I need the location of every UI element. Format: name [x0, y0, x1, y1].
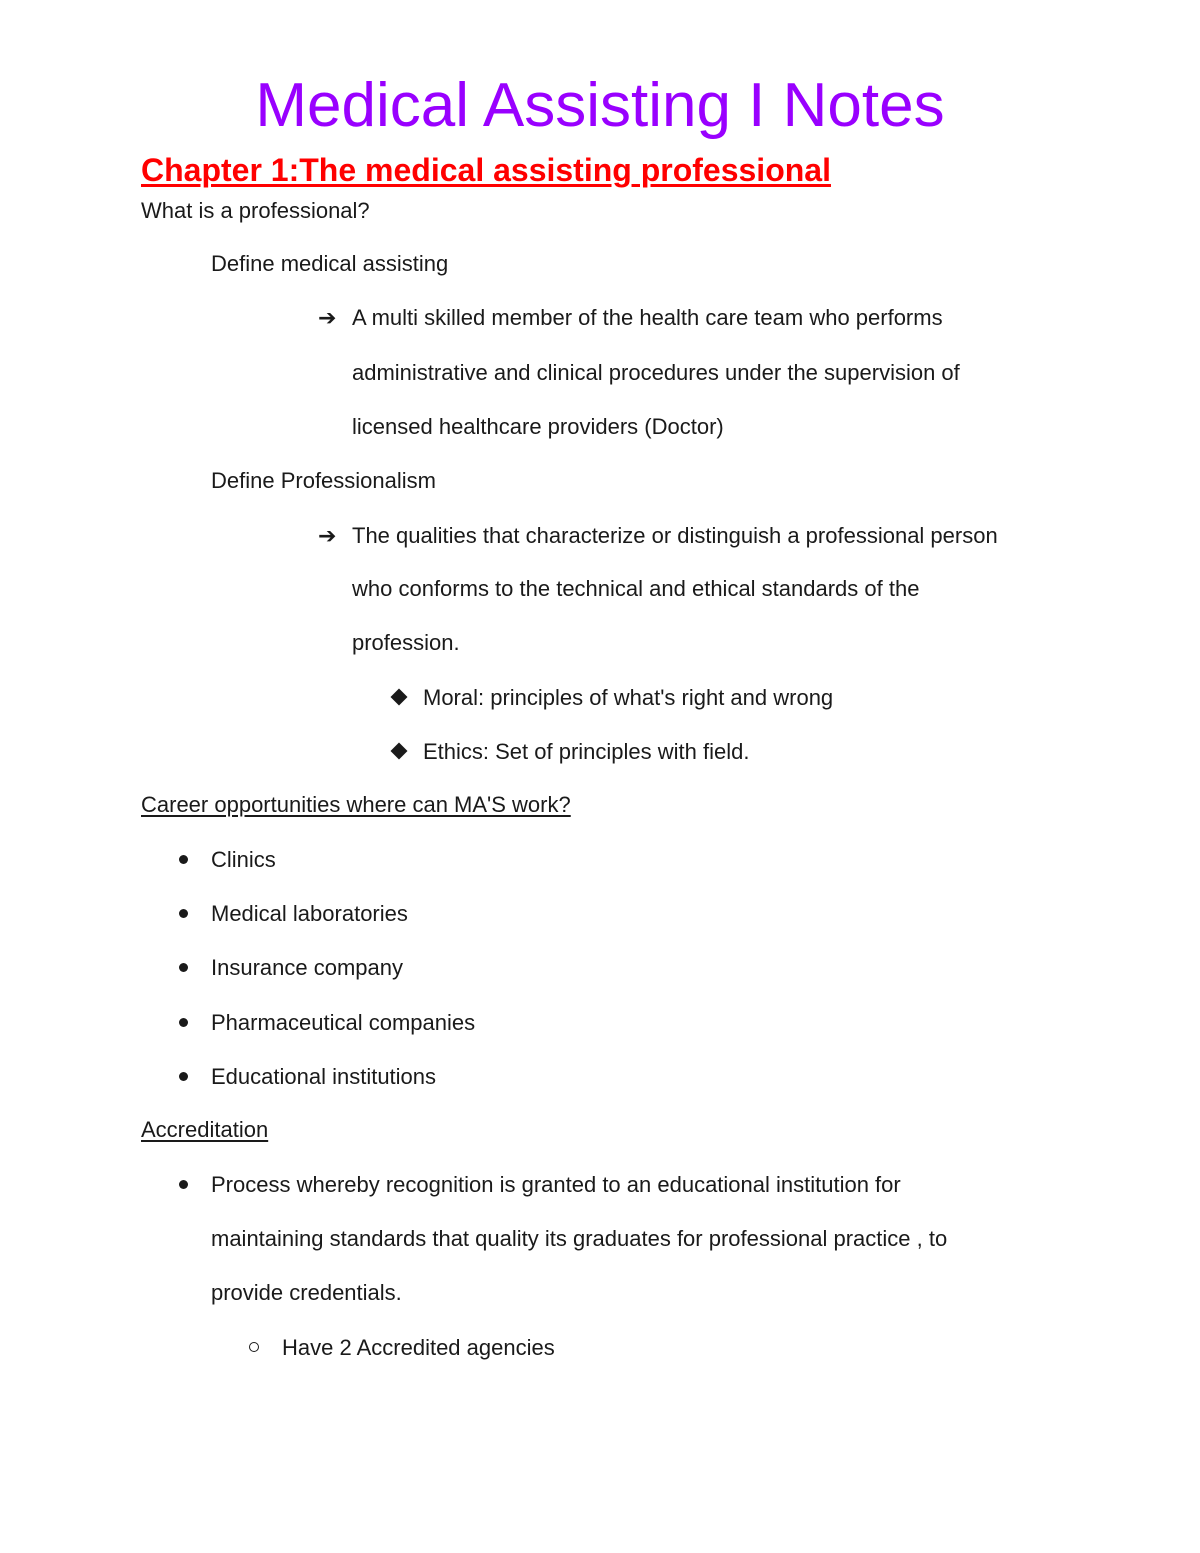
definition-line: profession.: [352, 630, 460, 655]
bullet-dot-icon: [179, 909, 188, 918]
bullet-dot-icon: [179, 963, 188, 972]
arrow-bullet-icon: ➔: [318, 523, 337, 548]
list-item: Clinics: [211, 847, 276, 872]
definition-line: The qualities that characterize or distinguish a professional person: [352, 523, 998, 548]
list-item-continuation: maintaining standards that quality its graduates for professional practice , to: [211, 1226, 948, 1251]
list-item-continuation: provide credentials.: [211, 1280, 402, 1305]
define-professionalism-heading: Define Professionalism: [211, 468, 436, 493]
bullet-dot-icon: [179, 1072, 188, 1081]
list-item: Medical laboratories: [211, 901, 408, 926]
list-item: Insurance company: [211, 955, 403, 980]
list-item: Process whereby recognition is granted to an educational institution for: [211, 1172, 901, 1197]
list-item: Pharmaceutical companies: [211, 1010, 476, 1035]
list-item: Moral: principles of what's right and wrong: [423, 685, 834, 710]
definition-line: who conforms to the technical and ethical standards of the: [352, 576, 920, 601]
define-medical-assisting-heading: Define medical assisting: [211, 251, 449, 276]
bullet-dot-icon: [179, 855, 188, 864]
arrow-bullet-icon: ➔: [318, 305, 337, 330]
career-heading: Career opportunities where can MA'S work?: [141, 792, 571, 817]
list-item: Have 2 Accredited agencies: [282, 1335, 555, 1360]
accreditation-heading: Accreditation: [141, 1117, 269, 1142]
document-title: Medical Assisting I Notes: [255, 71, 945, 140]
question-text: What is a professional?: [141, 198, 370, 223]
diamond-bullet-icon: [391, 743, 408, 760]
diamond-bullet-icon: [391, 689, 408, 706]
bullet-dot-icon: [179, 1018, 188, 1027]
chapter-heading: Chapter 1:The medical assisting professional: [141, 152, 831, 188]
definition-line: A multi skilled member of the health care team who performs: [352, 305, 943, 330]
bullet-dot-icon: [179, 1180, 188, 1189]
hollow-bullet-icon: [249, 1342, 259, 1352]
list-item: Ethics: Set of principles with field.: [423, 739, 750, 764]
definition-line: administrative and clinical procedures under the supervision of: [352, 360, 960, 385]
definition-line: licensed healthcare providers (Doctor): [352, 414, 724, 439]
list-item: Educational institutions: [211, 1064, 437, 1089]
